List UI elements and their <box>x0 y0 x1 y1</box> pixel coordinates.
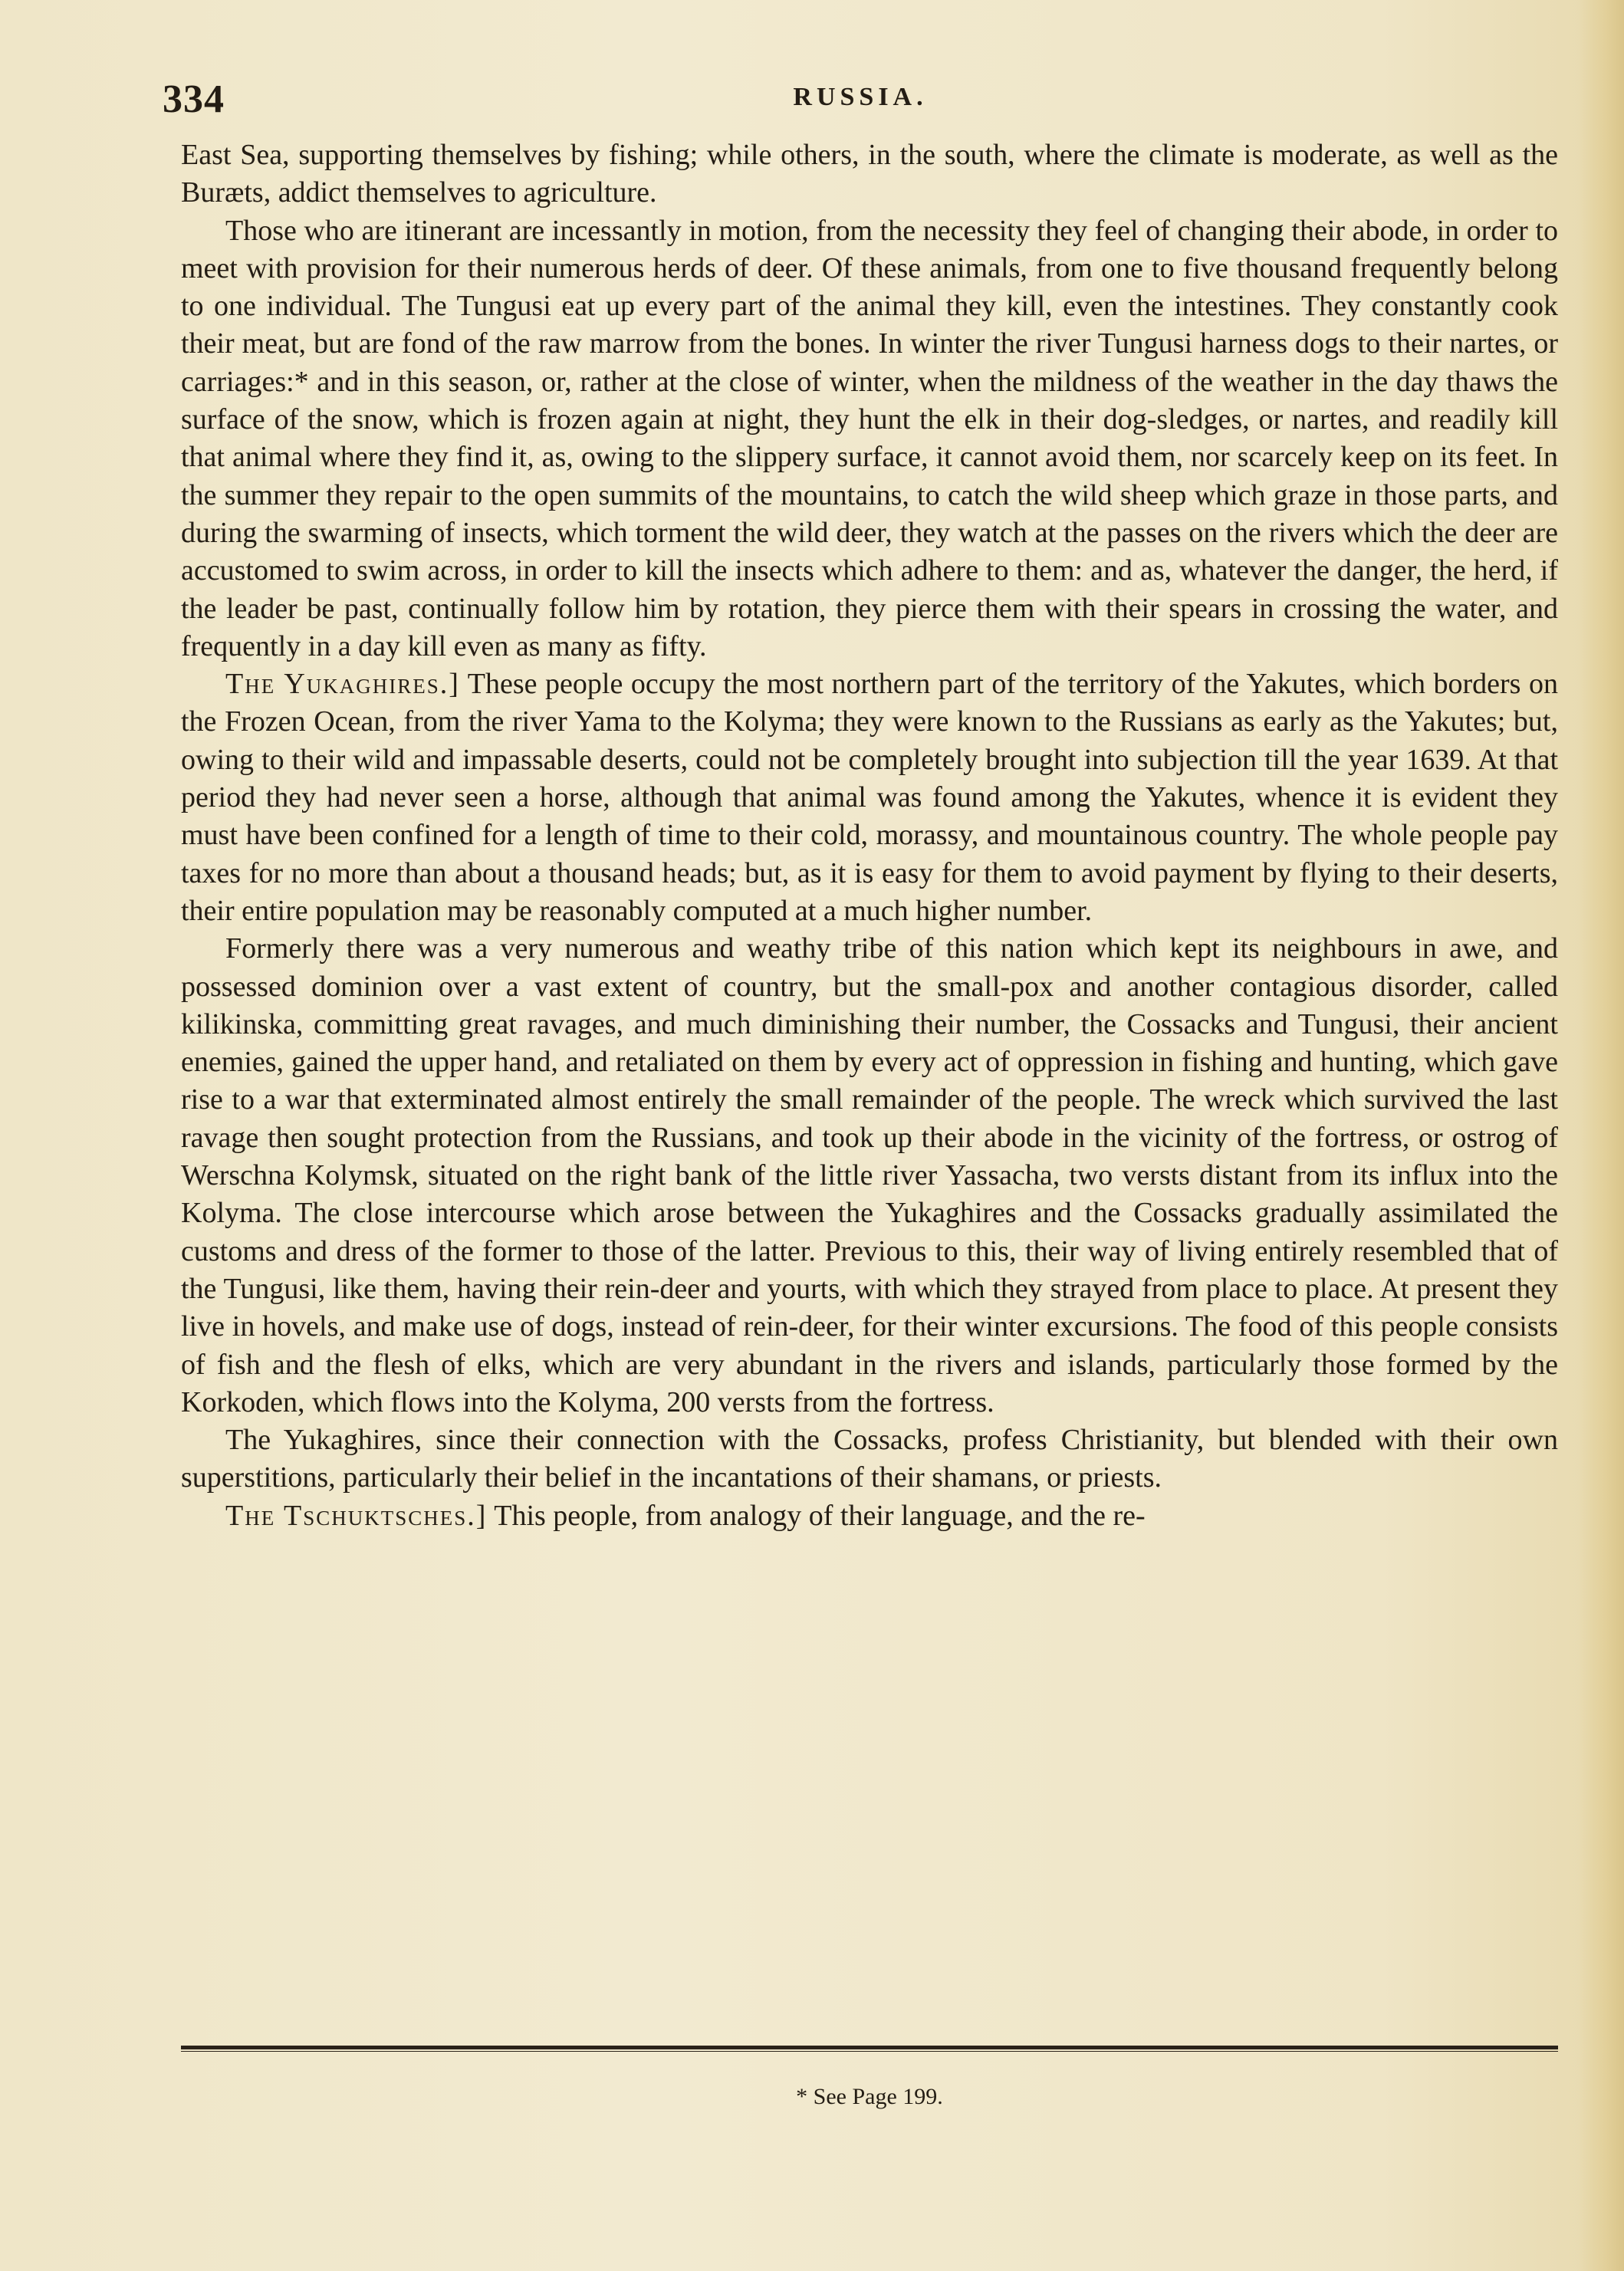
body-text <box>181 136 1558 1992</box>
paragraph-text: East Sea, supporting themselves by fishing; while others, in the south, where the climate is moderate, as well as the Buræts, addict themselves to agriculture. <box>181 139 1558 209</box>
paragraph-6 <box>181 1497 1558 1535</box>
footnote-rule <box>181 2046 1558 2052</box>
page-number: 334 <box>163 77 225 121</box>
page-header <box>163 77 1558 123</box>
paragraph-text: Formerly there was a very numerous and weathy tribe of this nation which kept its neighbours in awe, and possessed dominion over a vast extent of country, but the small-pox and another contagious disorder, called kilikinska, committing great ravages, and much diminishing their number, the Cossacks and Tungusi, their ancient enemies, gained the upper hand, and retaliated on them by every act of oppression in fishing and hunting, which gave rise to a war that exterminated almost entirely the small remainder of the people. The wreck which survived the last ravage then sought protection from the Russians, and took up their abode in the vicinity of the fortress, or ostrog of Werschna Kolymsk, situated on the right bank of the little river Yassacha, two versts distant from its influx into the Kolyma. The close intercourse which arose between the Yukaghires and the Cossacks gradually assimilated the customs and dress of the former to those of the latter. Previous to this, their way of living entirely resembled that of the Tungusi, like them, having their rein-deer and yourts, with which they strayed from place to place. At present they live in hovels, and make use of dogs, instead of rein-deer, for their winter excursions. The food of this people consists of fish and the flesh of elks, which are very abundant in the rivers and islands, particularly those formed by the Korkoden, which flows into the Kolyma, 200 versts from the fortress. <box>181 932 1558 1418</box>
paragraph-3 <box>181 666 1558 930</box>
paragraph-5 <box>181 1421 1558 1497</box>
paragraph-text: Those who are itinerant are incessantly in motion, from the necessity they feel of changing their abode, in order to meet with provision for their numerous herds of deer. Of these animals, from one to five thousand frequently belong to one individual. The Tungusi eat up every part of the animal they kill, even the intestines. They constantly cook their meat, but are fond of the raw marrow from the bones. In winter the river Tungusi harness dogs to their nartes, or carriages:* and in this season, or, rather at the close of winter, when the mildness of the weather in the day thaws the surface of the snow, which is frozen again at night, they hunt the elk in their dog-sledges, or nartes, and readily kill that animal where they find it, as, owing to the slippery surface, it cannot avoid them, nor scarcely keep on its feet. In the summer they repair to the open summits of the mountains, to catch the wild sheep which graze in those parts, and during the swarming of insects, which torment the wild deer, they watch at the passes on the rivers which the deer are accustomed to swim across, in order to kill the insects which adhere to them: and as, whatever the danger, the herd, if the leader be past, continually follow him by rotation, they pierce them with their spears in crossing the water, and frequently in a day kill even as many as fifty. <box>181 214 1558 662</box>
paragraph-text: This people, from analogy of their language, and the re- <box>487 1499 1146 1532</box>
paragraph-4 <box>181 930 1558 1421</box>
page-gutter-shadow <box>1578 0 1624 2271</box>
running-title: RUSSIA. <box>793 83 928 111</box>
paragraph-1 <box>181 136 1558 212</box>
section-lead-tschuktsches: The Tschuktsches.] <box>225 1499 488 1532</box>
section-lead-yukaghires: The Yukaghires.] <box>225 668 460 701</box>
paragraph-text: The Yukaghires, since their connection with the Cossacks, profess Christianity, but blended with their own superstitions, particularly their belief in the incantations of their shamans, or priests. <box>181 1424 1558 1494</box>
paragraph-2 <box>181 212 1558 666</box>
footnote: * See Page 199. <box>796 2084 943 2109</box>
paragraph-text: These people occupy the most northern part of the territory of the Yakutes, which borders on the Frozen Ocean, from the river Yama to the Kolyma; they were known to the Russians as early as the Yakutes; but, owing to their wild and impassable deserts, could not be completely brought into subjection till the year 1639. At that period they had never seen a horse, although that animal was found among the Yakutes, whence it is evident they must have been confined for a length of time to their cold, morassy, and mountainous country. The whole people pay taxes for no more than about a thousand heads; but, as it is easy for them to avoid payment by flying to their deserts, their entire population may be reasonably computed at a much higher number. <box>181 668 1558 927</box>
